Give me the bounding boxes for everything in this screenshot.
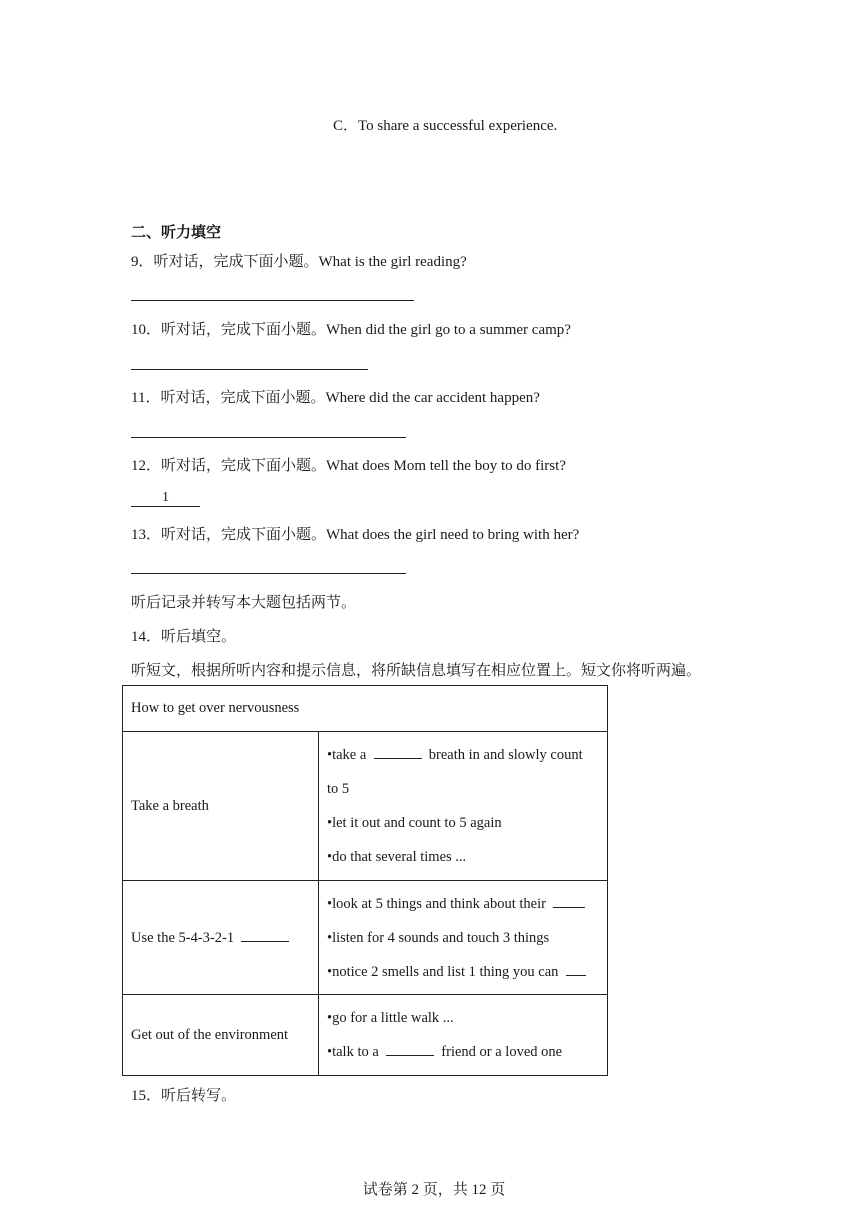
answer-line-10[interactable] [131,369,368,370]
table-row [123,881,608,995]
line-text: friend or a loved one [441,1044,563,1060]
question-14: 14．听后填空。 [131,629,237,645]
section-title: 二、听力填空 [131,225,222,241]
row-label-environment: Get out of the environment [123,995,319,1076]
table-header-row [123,686,608,732]
question-12: 12．听对话，完成下面小题。What does Mom tell the boy to do first? [131,458,566,474]
line-text: to 5 [327,781,350,797]
question-13: 13．听对话，完成下面小题。What does the girl need to bring with her? [131,527,580,543]
nervousness-table [122,685,608,1076]
row-label-54321 [123,881,319,995]
answer-line-9[interactable] [131,300,414,301]
answer-12[interactable]: 1 [131,490,200,507]
line-text: •take a [327,747,367,763]
fill-blank[interactable] [374,746,422,759]
line-text: •go for a little walk ... [327,1010,454,1026]
instruction-text: 听短文，根据所听内容和提示信息，将所缺信息填写在相应位置上。短文你将听两遍。 [131,663,702,679]
question-15: 15．听后转写。 [131,1088,237,1104]
line-text: breath in and slowly count [428,747,583,763]
question-10: 10．听对话，完成下面小题。When did the girl go to a summer camp? [131,322,571,338]
line-text: •look at 5 things and think about their [327,895,546,912]
question-9: 9．听对话，完成下面小题。What is the girl reading? [131,254,467,270]
line-text: •let it out and count to 5 again [327,815,502,831]
row-label-breath: Take a breath [123,732,319,881]
question-11: 11．听对话，完成下面小题。Where did the car accident happen? [131,390,540,406]
fill-blank[interactable] [241,929,289,942]
fill-blank[interactable] [553,895,585,908]
table-row [123,732,608,881]
line-text: •listen for 4 sounds and touch 3 things [327,929,550,946]
answer-line-13[interactable] [131,573,406,574]
row-label-text: Use the 5-4-3-2-1 [131,929,235,946]
answer-line-11[interactable] [131,437,406,438]
line-text: •notice 2 smells and list 1 thing you can [327,963,559,980]
row-content-environment [319,995,608,1076]
option-c: C．To share a successful experience. [333,118,558,134]
fill-blank[interactable] [386,1043,434,1056]
table-row [123,995,608,1076]
page-footer: 试卷第 2 页，共 12 页 [362,1182,506,1198]
table-header: How to get over nervousness [123,686,608,732]
line-text: •do that several times ... [327,849,467,865]
row-content-breath [319,732,608,881]
line-text: •talk to a [327,1044,379,1060]
row-content-54321 [319,881,608,995]
fill-blank[interactable] [566,963,586,976]
note-text: 听后记录并转写本大题包括两节。 [131,595,357,611]
